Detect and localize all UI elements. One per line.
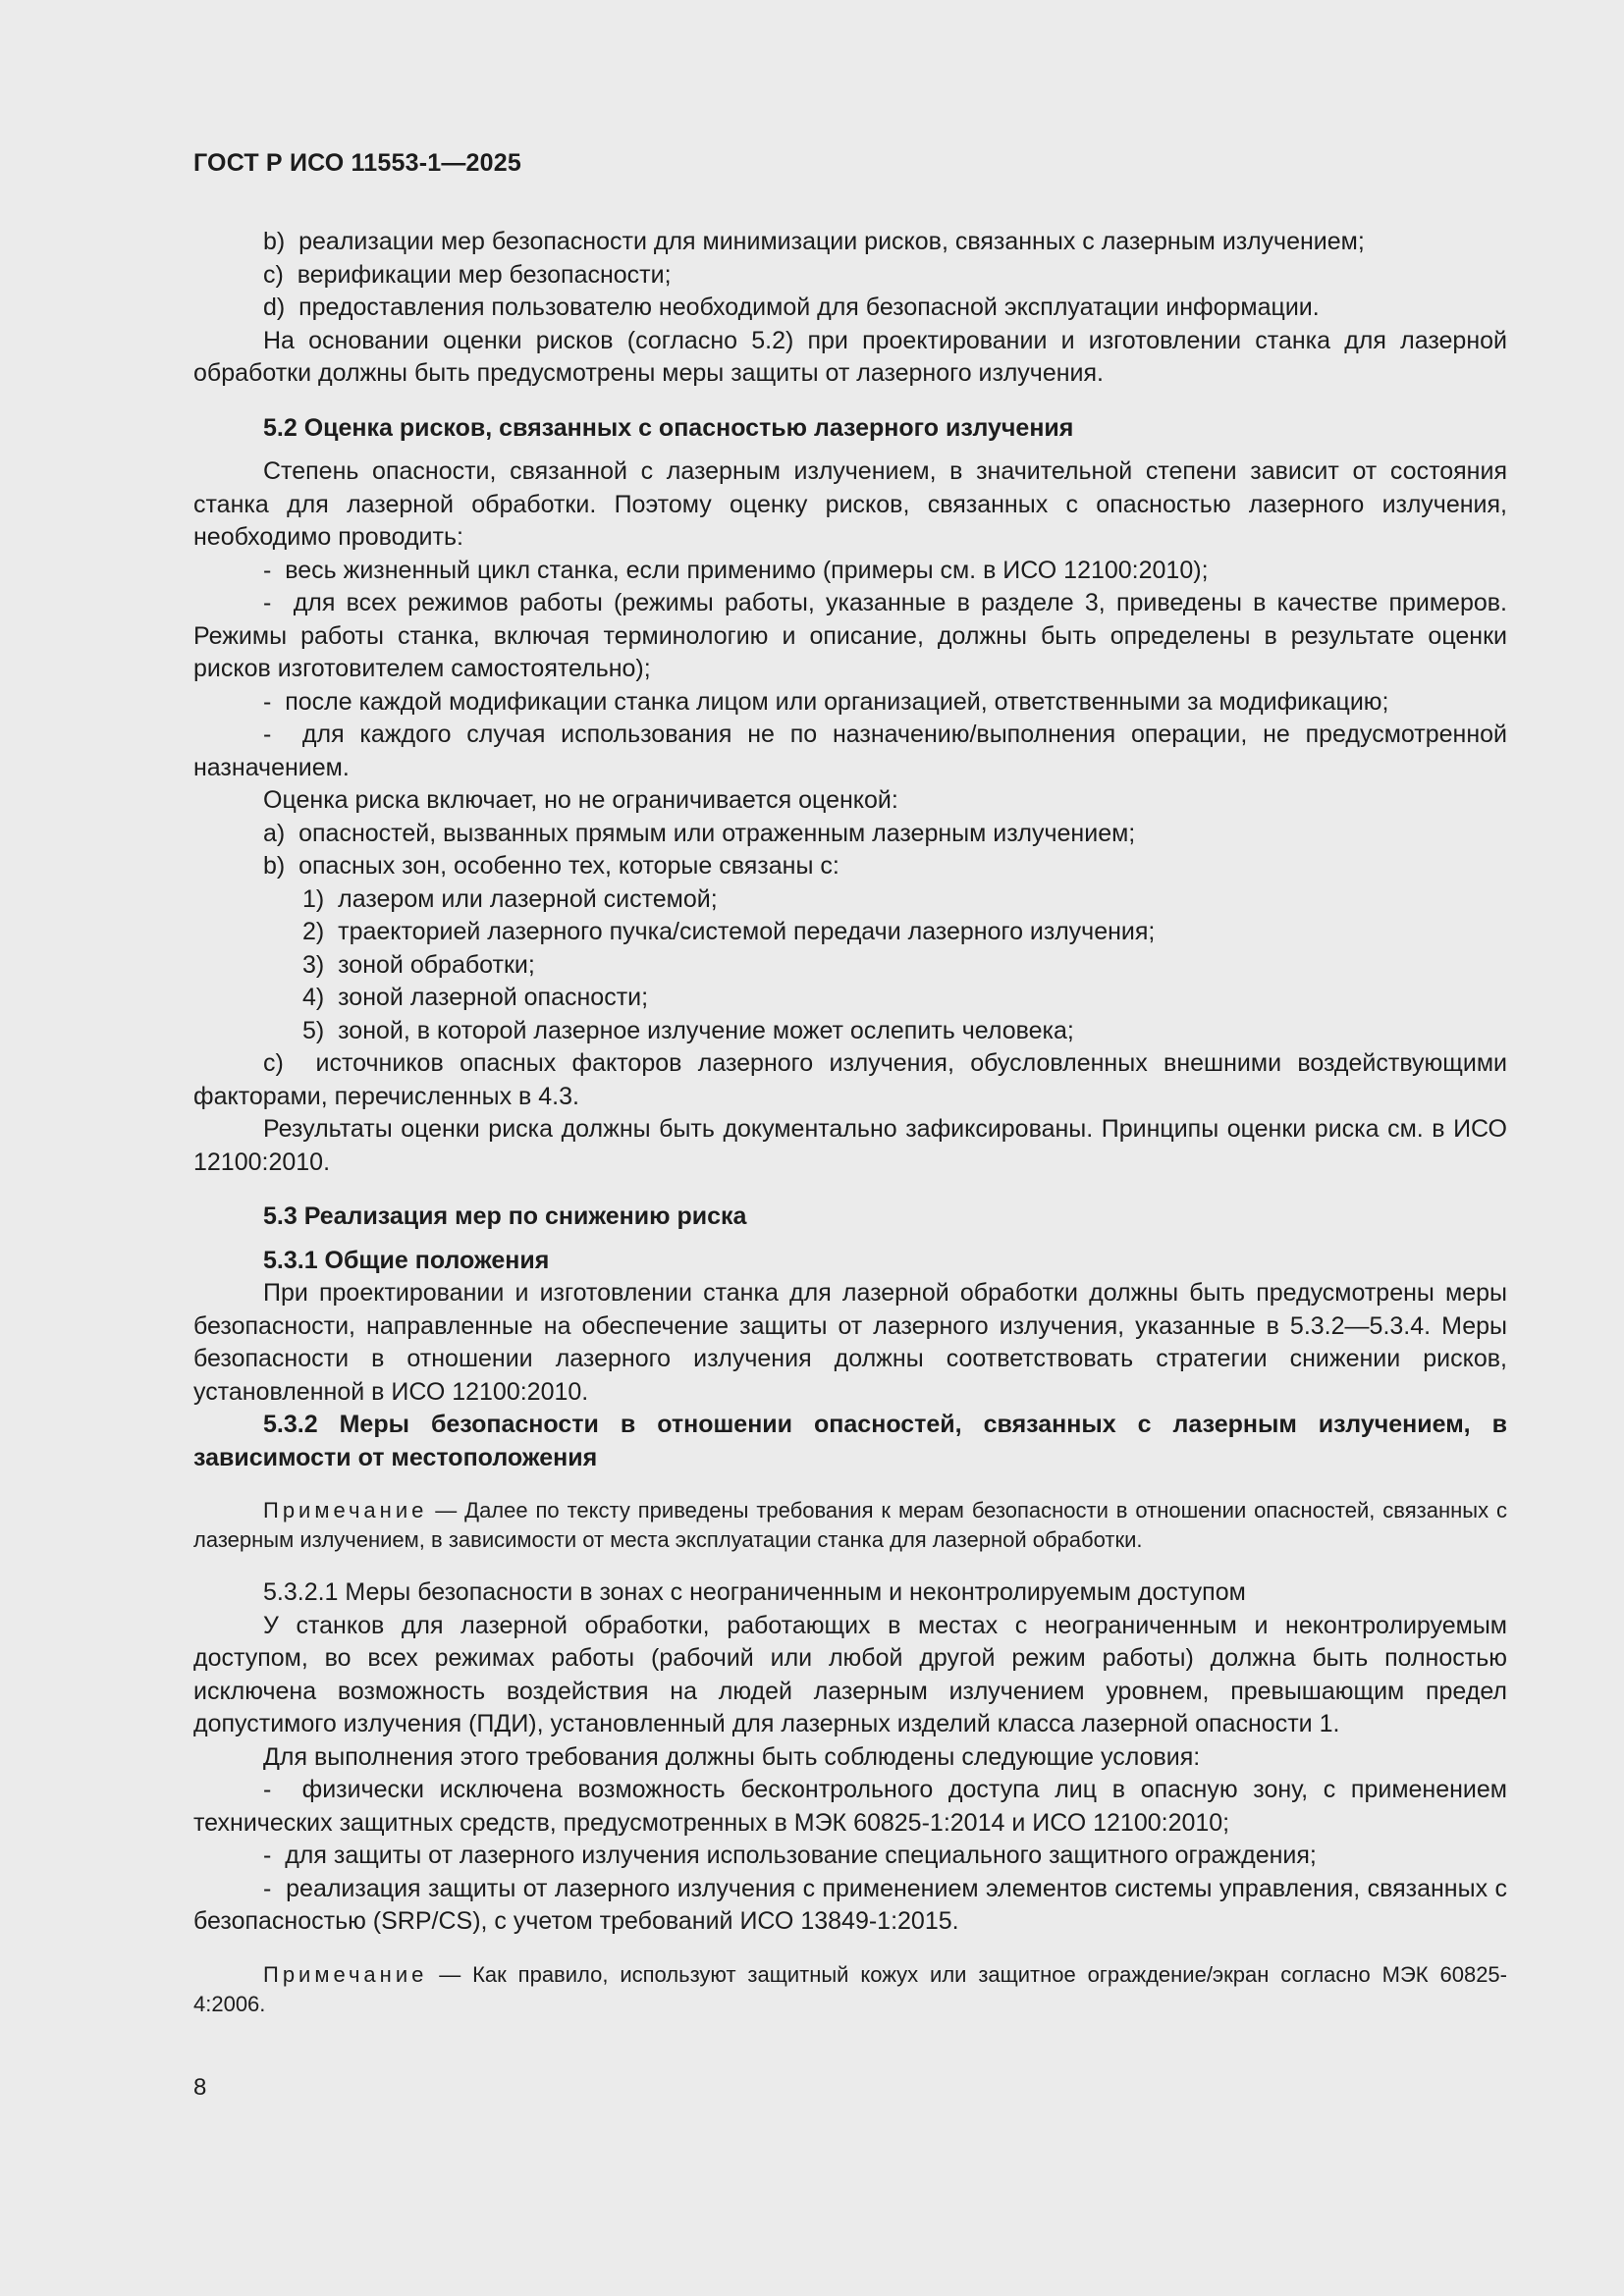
note-label: Примечание (263, 1498, 428, 1522)
section-heading-5-2: 5.2 Оценка рисков, связанных с опасностью лазерного излучения (263, 413, 1074, 442)
note (193, 1496, 1507, 1555)
list-item: 1) лазером или лазерной системой; (302, 884, 718, 913)
paragraph: На основании оценки рисков (согласно 5.2) при проектировании и изготовлении станка для лазерной обработки должны быть предусмотрены меры защиты от лазерного излучения. (193, 326, 1507, 387)
list-item: - реализация защиты от лазерного излучения с применением элементов системы управления, связанных с безопасностью (SRP/CS), с учетом требований ИСО 13849-1:2015. (193, 1874, 1507, 1935)
paragraph: Степень опасности, связанной с лазерным излучением, в значительной степени зависит от состояния станка для лазерной обработки. Поэтому оценку рисков, связанных с опасностью лазерного излучения, необходимо проводить: (193, 457, 1507, 551)
list-item: 2) траекторией лазерного пучка/системой передачи лазерного излучения; (302, 918, 1156, 945)
list-item: 5) зоной, в которой лазерное излучение может ослепить человека; (302, 1016, 1074, 1044)
list-item: - физически исключена возможность бесконтрольного доступа лиц в опасную зону, с применением технических защитных средств, предусмотренных в МЭК 60825-1:2014 и ИСО 12100:2010; (193, 1776, 1507, 1837)
paragraph: При проектировании и изготовлении станка для лазерной обработки должны быть предусмотрены меры безопасности, направленные на обеспечение защиты от лазерного излучения, указанные в 5.3.2—5.3.4. Меры безопасности в отношении лазерного излучения должны соответствовать стратегии снижении рисков, установленной в ИСО 12100:2010. (193, 1279, 1507, 1406)
list-item: b) реализации мер безопасности для минимизации рисков, связанных с лазерным излучением; (263, 228, 1365, 255)
document-header: ГОСТ Р ИСО 11553-1—2025 (193, 149, 521, 177)
paragraph: Оценка риска включает, но не ограничивается оценкой: (263, 786, 898, 814)
section-heading-5-3-1: 5.3.1 Общие положения (263, 1246, 550, 1274)
note-label: Примечание (263, 1961, 428, 1987)
paragraph: Результаты оценки риска должны быть документально зафиксированы. Принципы оценки риска см. в ИСО 12100:2010. (193, 1115, 1507, 1176)
list-item: 4) зоной лазерной опасности; (302, 984, 649, 1011)
list-item: 3) зоной обработки; (302, 950, 535, 979)
note (193, 1960, 1507, 2019)
section-heading-5-3-2-1: 5.3.2.1 Меры безопасности в зонах с неограниченным и неконтролируемым доступом (263, 1578, 1246, 1606)
list-item: - весь жизненный цикл станка, если применимо (примеры см. в ИСО 12100:2010); (263, 556, 1209, 584)
list-item: - для защиты от лазерного излучения использование специального защитного ограждения; (263, 1842, 1317, 1869)
note-text: — Далее по тексту приведены требования к мерам безопасности в отношении опасностей, связанных с лазерным излучением, в зависимости от места эксплуатации станка для лазерной обработки. (193, 1498, 1507, 1552)
note-text: — Как правило, используют защитный кожух или защитное ограждение/экран согласно МЭК 60825-4:2006. (193, 1961, 1507, 2016)
section-heading-5-3: 5.3 Реализация мер по снижению риска (263, 1202, 747, 1230)
section-heading-5-3-2: 5.3.2 Меры безопасности в отношении опасностей, связанных с лазерным излучением, в зависимости от местоположения (193, 1411, 1507, 1471)
list-item: - для каждого случая использования не по назначению/выполнения операции, не предусмотренной назначением. (193, 721, 1507, 781)
list-item: c) верификации мер безопасности; (263, 260, 672, 289)
paragraph: Для выполнения этого требования должны быть соблюдены следующие условия: (263, 1742, 1201, 1771)
list-item: - после каждой модификации станка лицом или организацией, ответственными за модификацию; (263, 687, 1389, 716)
paragraph: У станков для лазерной обработки, работающих в местах с неограниченным и неконтролируемым доступом, во всех режимах работы (рабочий или любой другой режим работы) должна быть полностью исключена возможность воздействия на людей лазерным излучением уровнем, превышающим предел допустимого излучения (ПДИ), установленный для лазерных изделий класса лазерной опасности 1. (193, 1611, 1507, 1737)
page-number: 8 (193, 2074, 207, 2101)
list-item: - для всех режимов работы (режимы работы, указанные в разделе 3, приведены в качестве примеров. Режимы работы станка, включая терминологию и описание, должны быть определены в результате оценки рисков изготовителем самостоятельно); (193, 589, 1507, 682)
list-item: a) опасностей, вызванных прямым или отраженным лазерным излучением; (263, 819, 1136, 847)
list-item: b) опасных зон, особенно тех, которые связаны с: (263, 852, 839, 880)
list-item: c) источников опасных факторов лазерного излучения, обусловленных внешними воздействующими факторами, перечисленных в 4.3. (193, 1049, 1507, 1110)
list-item: d) предоставления пользователю необходимой для безопасной эксплуатации информации. (263, 294, 1320, 321)
page-body (193, 226, 1507, 2019)
